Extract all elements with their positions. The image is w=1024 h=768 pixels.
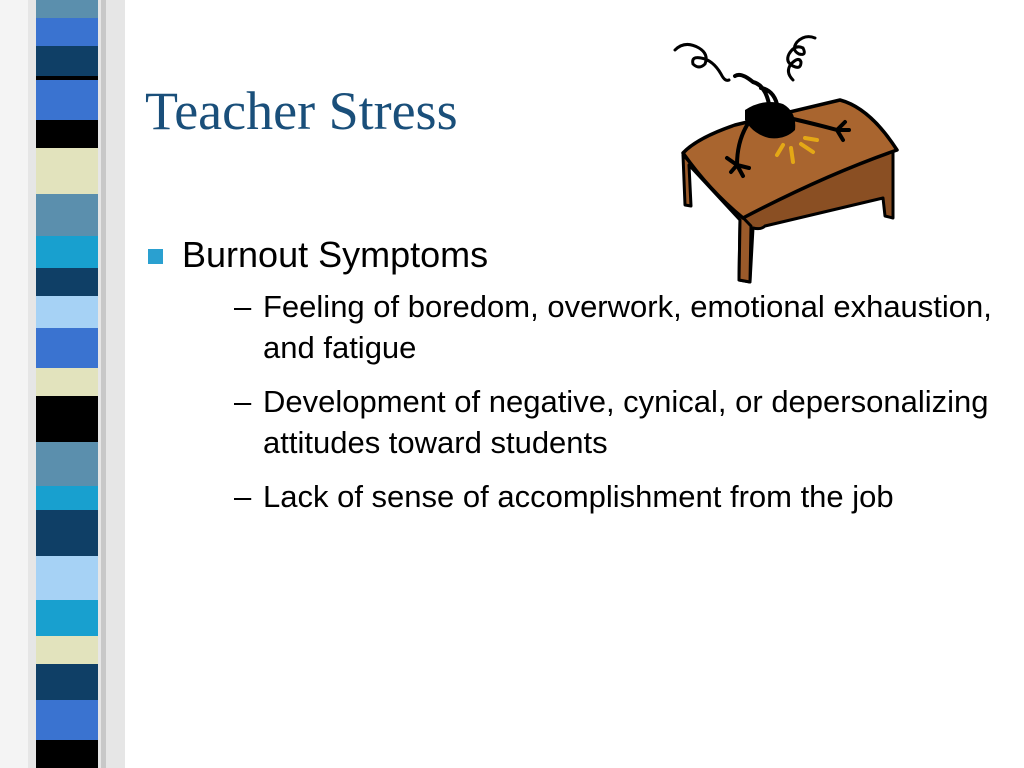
dash-marker: – <box>234 289 252 324</box>
person-legs <box>735 75 777 104</box>
stripe-segment <box>36 18 98 47</box>
stripe-segment <box>36 368 98 397</box>
dash-marker: – <box>234 384 252 419</box>
stripe-segment <box>36 556 98 601</box>
stripe-segment <box>36 328 98 369</box>
stripe-segment <box>36 46 98 77</box>
stripe-segment <box>36 80 98 121</box>
stressed-person-at-desk-clipart <box>665 30 910 285</box>
sub-bullet-text: Development of negative, cynical, or depersonalizing attitudes toward students <box>263 384 989 460</box>
stripe-segment <box>36 600 98 637</box>
stripe-segment <box>36 194 98 237</box>
sub-bullet-text: Lack of sense of accomplishment from the job <box>263 479 894 514</box>
stripe-segment <box>36 120 98 149</box>
stripe-segment <box>36 396 98 443</box>
stripe-segment <box>36 486 98 511</box>
stripe-segment <box>36 700 98 741</box>
stress-squiggle-icon <box>788 37 815 80</box>
sub-bullet-item <box>182 286 1005 368</box>
decorative-stripe-bar <box>0 0 125 768</box>
sub-bullet-text: Feeling of boredom, overwork, emotional exhaustion, and fatigue <box>263 289 992 365</box>
dash-marker: – <box>234 479 252 514</box>
stripe-segment <box>36 740 98 768</box>
square-bullet-icon <box>148 249 163 264</box>
sub-bullet-item <box>182 476 1005 517</box>
stripe-segment <box>36 76 98 81</box>
stripe-segment <box>36 664 98 701</box>
stripe-segment <box>36 636 98 665</box>
sub-bullet-item <box>182 381 1005 463</box>
stress-squiggle-icon <box>675 44 729 80</box>
stripe-segment <box>36 236 98 269</box>
slide-title: Teacher Stress <box>145 81 458 141</box>
stripe-segment <box>36 510 98 557</box>
stripe-segment <box>36 296 98 329</box>
stripe-segment <box>36 268 98 297</box>
stripe-segment <box>36 0 98 19</box>
stripe-segment <box>36 442 98 487</box>
sub-bullet-list <box>182 286 1005 517</box>
stripe-segment <box>36 148 98 195</box>
bullet-text: Burnout Symptoms <box>182 234 489 275</box>
